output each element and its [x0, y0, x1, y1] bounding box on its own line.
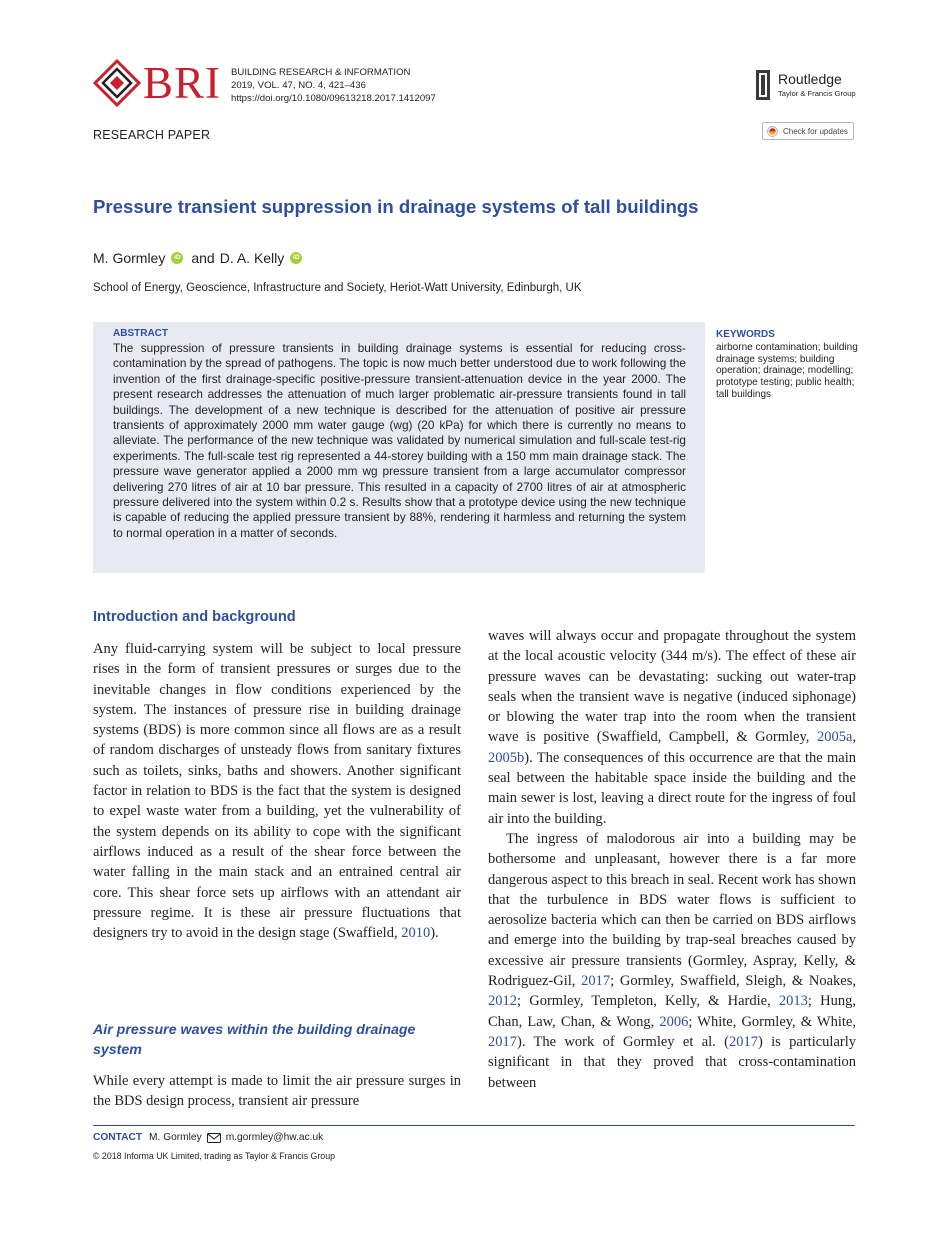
journal-logo	[93, 58, 222, 108]
contact-line	[93, 1132, 323, 1143]
paragraph-text: Any fluid-carrying system will be subject to local pressure rises in the form of transient pressures or surges due to the inevitable changes in flow conditions experienced by the system. The instances of pressure rise in building drainage systems (BDS) is more common since all flows are as a result of random discharges of unsteady flows from sanitary fixtures such as toilets, sinks, baths and showers. Another significant factor in relation to BDS is the fact that the system is designed to expel waste water from a building, yet the vulnerability of the system depends on its ability to cope with the significant airflows induced as a result of the shear force between the water falling in the main stack and an entrained central air core. This shear force sets up airflows with an attendant air pressure regime. It is these air pressure fluctuations that designers try to avoid in the design stage (Swaffield,	[93, 641, 461, 942]
subsection-heading: Air pressure waves within the building drainage system	[93, 1022, 416, 1058]
author-connector: and	[191, 250, 215, 266]
citation-link[interactable]: 2005b	[488, 749, 525, 766]
keywords-heading: KEYWORDS	[716, 329, 775, 340]
citation-link[interactable]: 2005a	[816, 729, 853, 746]
doi-link[interactable]: https://doi.org/10.1080/09613218.2017.1412097	[231, 93, 436, 104]
journal-name: BUILDING RESEARCH & INFORMATION	[231, 67, 411, 78]
abstract-box	[93, 322, 705, 573]
orcid-icon[interactable]: iD	[171, 252, 183, 264]
paragraph-text: ) is particularly significant in that they proved that cross-contamination between	[488, 1033, 856, 1091]
abstract-text: The suppression of pressure transients in building drainage systems is essential for reducing cross-contamination by the spread of pathogens. The topic is now much better understood due to work following the invention of the first drainage-specific positive-pressure transient-attenuation device in the year 2000. The present research addresses the attenuation of much larger problematic air-pressure transients found in tall buildings. The development of a new technique is described for the attenuation of positive air pressure transients of approximately 2000 mm water gauge (wg) (20 kPa) for which there is currently no means to alleviate. The performance of the new technique was validated by numerical simulation and full-scale test-rig experiments. The full-scale test rig represented a 44-storey building with a 150 mm main drainage stack. The pressure wave generator applied a 2000 mm wg pressure transient from a large accumulator compressor delivering 270 litres of air at 10 bar pressure. This resulted in a capacity of 2700 litres of air at atmospheric pressure delivered into the system within 0.2 s. Results show that a prototype device using the new technique is capable of reducing the applied pressure transient by 88%, rendering it harmless and returning the system to normal operation in a matter of seconds.	[113, 341, 686, 540]
paragraph-text: ; Gormley, Templeton, Kelly, & Hardie,	[517, 993, 779, 1010]
check-updates-label: Check for updates	[783, 126, 848, 136]
paragraph-text: waves will always occur and propagate throughout the system at the local acoustic velocity (344 m/s). The effect of these air pressure waves can be devastating: sucking out water-trap seals when the transient wave is negative (induced siphonage) or blowing the water trap into the room when the transient wave is positive (Swaffield, Campbell, & Gormley,	[488, 628, 856, 746]
orcid-icon[interactable]: iD	[290, 252, 302, 264]
left-column-continued	[93, 1071, 461, 1112]
citation-link[interactable]: 2017	[581, 973, 611, 990]
paragraph-text: ; White, Gormley, & White,	[688, 1013, 856, 1030]
left-column	[93, 639, 461, 943]
logo-wordmark: BRI	[143, 58, 222, 108]
author-list	[93, 250, 310, 266]
publisher-name: Routledge	[778, 71, 842, 87]
paragraph	[488, 626, 856, 829]
publisher-subtitle: Taylor & Francis Group	[778, 89, 856, 98]
article-type-label: RESEARCH PAPER	[93, 128, 211, 142]
paragraph-text: ; Gormley, Swaffield, Sleigh, & Noakes,	[610, 973, 856, 990]
publisher-logo	[756, 70, 858, 100]
section-heading: Introduction and background	[93, 609, 296, 625]
journal-issue: 2019, VOL. 47, NO. 4, 421–436	[231, 80, 366, 91]
contact-label: CONTACT	[93, 1132, 143, 1143]
paragraph-text: ; Hung, Chan, Law, Chan, & Wong,	[488, 993, 857, 1030]
contact-name: M. Gormley	[149, 1132, 202, 1143]
paragraph	[488, 829, 856, 1093]
citation-link[interactable]: 2017	[488, 1033, 517, 1050]
check-for-updates-button[interactable]	[762, 122, 854, 140]
paragraph-text: ).	[430, 925, 439, 942]
abstract-heading: ABSTRACT	[113, 328, 168, 339]
contact-email-link[interactable]: m.gormley@hw.ac.uk	[225, 1132, 324, 1143]
copyright-notice: © 2018 Informa UK Limited, trading as Taylor & Francis Group	[93, 1151, 335, 1161]
paper-title: Pressure transient suppression in drainage systems of tall buildings	[93, 196, 699, 217]
right-column	[488, 626, 856, 1093]
keywords-text: airborne contamination; building drainage systems; building operation; drainage; modelling; prototype testing; public health; tall buildings	[716, 342, 858, 400]
footer-divider	[93, 1125, 855, 1126]
citation-link[interactable]: 2017	[728, 1033, 758, 1050]
envelope-icon	[207, 1133, 221, 1143]
author-name[interactable]: M. Gormley	[93, 250, 166, 266]
bri-logo-icon	[93, 59, 141, 107]
citation-link[interactable]: 2006	[659, 1013, 689, 1030]
keywords-panel	[716, 329, 864, 401]
citation-link[interactable]: 2013	[778, 993, 808, 1010]
paragraph-text: ,	[852, 729, 856, 746]
affiliation: School of Energy, Geoscience, Infrastructure and Society, Heriot-Watt University, Edinburgh, UK	[93, 282, 582, 294]
paragraph-text: ). The consequences of this occurrence are that the main seal between the habitable space inside the building and the main sewer is lost, leaving a direct route for the ingress of foul air into the building.	[488, 749, 856, 827]
author-name[interactable]: D. A. Kelly	[219, 250, 285, 266]
check-updates-icon	[767, 126, 778, 137]
paragraph-text: The ingress of malodorous air into a building may be bothersome and unpleasant, however there is a far more dangerous aspect to this breach in seal. Recent work has shown that the turbulence in BDS water flows is sufficient to aerosolize bacteria which can then be carried on BDS airflows and emerge into the building by trap-seal breaches caused by excessive air pressure transients (Gormley, Aspray, Kelly, & Rodriguez-Gil,	[488, 830, 856, 990]
paragraph	[93, 639, 461, 943]
journal-meta	[231, 66, 436, 105]
routledge-icon	[756, 70, 770, 100]
paragraph: While every attempt is made to limit the air pressure surges in the BDS design process, transient air pressure	[93, 1073, 461, 1110]
citation-link[interactable]: 2010	[401, 925, 431, 942]
citation-link[interactable]: 2012	[488, 993, 517, 1010]
paragraph-text: ). The work of Gormley et al. (	[517, 1033, 729, 1050]
